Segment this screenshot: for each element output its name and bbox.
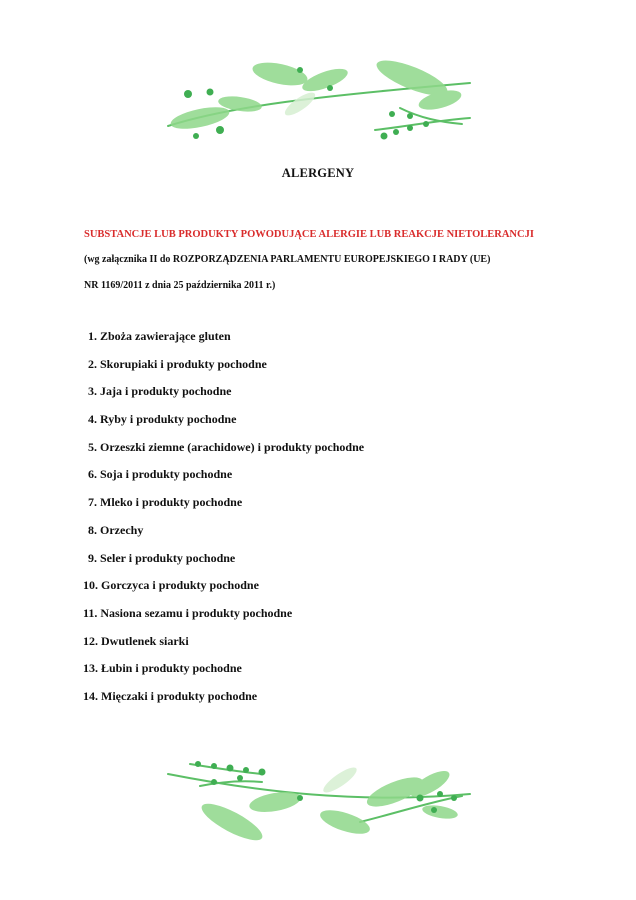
allergen-item	[83, 661, 364, 689]
allergen-number: 13.	[83, 661, 98, 676]
allergen-text: Orzeszki ziemne (arachidowe) i produkty pochodne	[100, 439, 365, 454]
allergen-text: Skorupiaki i produkty pochodne	[100, 356, 267, 371]
allergen-item	[88, 495, 364, 523]
leaf-wreath-top	[0, 48, 636, 143]
allergen-text: Łubin i produkty pochodne	[101, 661, 242, 676]
allergen-text: Gorczyca i produkty pochodne	[101, 578, 259, 593]
allergen-text: Dwutlenek siarki	[101, 633, 189, 648]
allergen-item	[88, 412, 364, 440]
allergen-number: 8.	[88, 522, 97, 537]
allergen-item	[88, 384, 364, 412]
subtitle: SUBSTANCJE LUB PRODUKTY POWODUJĄCE ALERGIE LUB REAKCJE NIETOLERANCJI	[84, 229, 534, 240]
allergen-number: 9.	[88, 550, 97, 565]
allergen-number: 1.	[88, 329, 97, 343]
allergen-number: 11.	[83, 605, 98, 620]
page-title: ALERGENY	[281, 166, 355, 180]
allergen-item	[88, 551, 364, 579]
allergen-item	[88, 523, 364, 551]
allergen-text: Nasiona sezamu i produkty pochodne	[100, 605, 293, 620]
allergen-text: Mięczaki i produkty pochodne	[101, 688, 258, 703]
allergen-number: 14.	[83, 688, 98, 703]
allergen-number: 12.	[83, 633, 98, 648]
allergen-number: 7.	[88, 495, 97, 510]
allergen-item	[88, 440, 364, 468]
allergen-number: 5.	[88, 439, 97, 454]
allergen-item	[83, 688, 364, 717]
reference-line-1: (wg załącznika II do ROZPORZĄDZENIA PARLAMENTU EUROPEJSKIEGO I RADY (UE)	[84, 254, 491, 265]
allergen-item	[88, 329, 364, 357]
allergen-number: 6.	[88, 467, 97, 482]
allergen-text: Soja i produkty pochodne	[100, 467, 233, 482]
allergen-number: 3.	[88, 384, 97, 399]
allergen-text: Zboża zawierające gluten	[100, 329, 231, 343]
reference-line-2: NR 1169/2011 z dnia 25 października 2011 r.)	[84, 280, 276, 291]
allergen-number: 2.	[88, 356, 97, 371]
allergen-item	[88, 357, 364, 385]
allergen-text: Ryby i produkty pochodne	[100, 412, 237, 427]
allergen-item	[83, 633, 364, 662]
allergen-text: Jaja i produkty pochodne	[100, 384, 232, 399]
allergen-item	[83, 578, 364, 606]
allergen-item	[88, 467, 364, 495]
allergen-list	[83, 329, 365, 717]
leaf-wreath-bottom	[0, 752, 636, 847]
allergen-number: 4.	[88, 412, 97, 427]
allergen-number: 10.	[83, 578, 98, 593]
allergen-text: Orzechy	[100, 522, 144, 537]
allergen-text: Seler i produkty pochodne	[100, 550, 236, 565]
allergen-item	[83, 605, 364, 634]
allergen-text: Mleko i produkty pochodne	[100, 495, 243, 510]
